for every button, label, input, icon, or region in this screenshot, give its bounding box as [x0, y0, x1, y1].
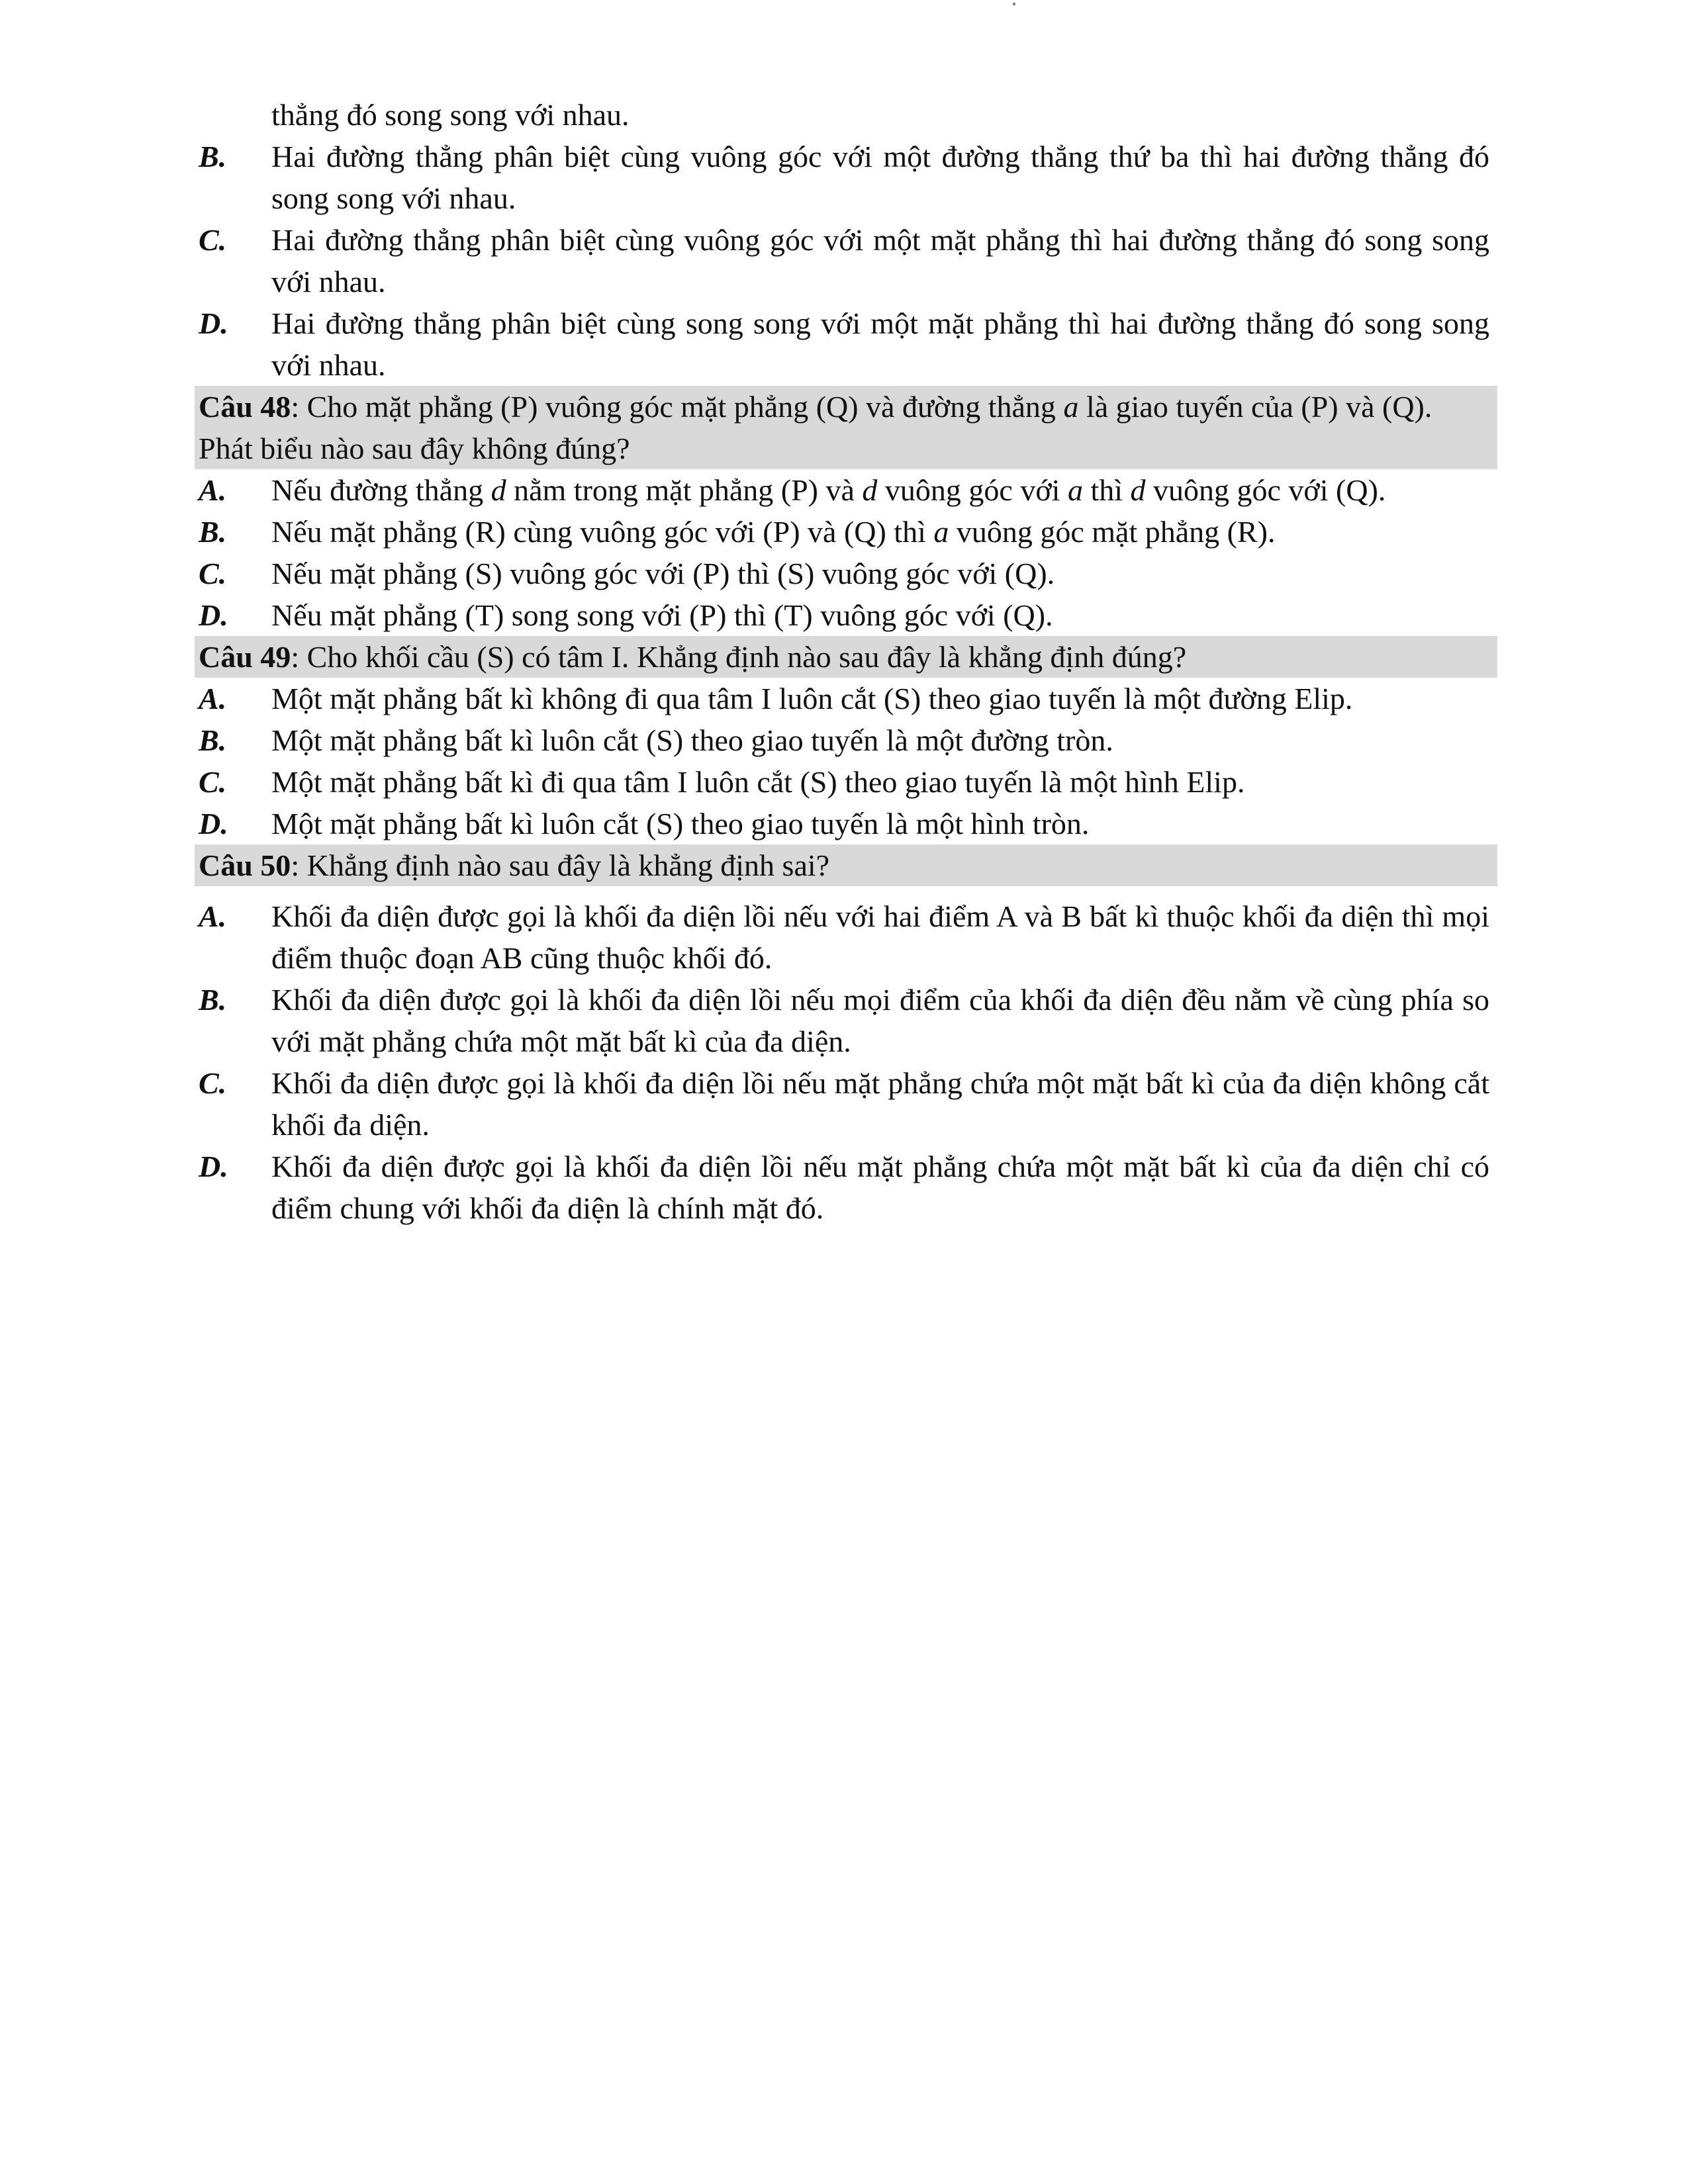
- q48-option-c: [199, 553, 1489, 594]
- question-label: Câu 50: [199, 848, 291, 882]
- q49-option-d: [199, 803, 1489, 844]
- option-letter: A.: [199, 473, 227, 507]
- option-text: Nếu mặt phẳng (T) song song với (P) thì (T) vuông góc với (Q).: [271, 598, 1053, 632]
- q50-option-d: [199, 1146, 1489, 1229]
- option-text: Một mặt phẳng bất kì luôn cắt (S) theo giao tuyến là một hình tròn.: [271, 807, 1090, 841]
- q49-option-c: [199, 761, 1489, 803]
- option-letter: B.: [199, 515, 227, 549]
- option-letter: C.: [199, 557, 227, 590]
- option-text: Hai đường thẳng phân biệt cùng vuông góc với một đường thẳng thứ ba thì hai đường thẳng đó song song với nhau.: [271, 140, 1489, 215]
- option-letter: C.: [199, 765, 227, 799]
- var-a: a: [1067, 473, 1083, 507]
- option-text: Khối đa diện được gọi là khối đa diện lồi nếu mọi điểm của khối đa diện đều nằm về cùng phía so với mặt phẳng chứa một mặt bất kì của đa diện.: [271, 983, 1489, 1058]
- text-part: vuông góc với (Q).: [1145, 473, 1386, 507]
- stem-text: : Cho mặt phẳng (P) vuông góc mặt phẳng (Q) và đường thẳng: [291, 390, 1064, 424]
- question-50-stem: [195, 844, 1497, 886]
- text-part: thì: [1082, 473, 1131, 507]
- option-letter: B.: [199, 983, 227, 1017]
- text-part: vuông góc với: [877, 473, 1068, 507]
- prev-option-b: [199, 136, 1489, 219]
- option-text: Khối đa diện được gọi là khối đa diện lồi nếu mặt phẳng chứa một mặt bất kì của đa diện không cắt khối đa diện.: [271, 1066, 1489, 1142]
- var-d: d: [491, 473, 506, 507]
- question-label: Câu 48: [199, 390, 291, 424]
- var-d: d: [862, 473, 878, 507]
- spacer: [199, 886, 1489, 895]
- q50-option-a: [199, 895, 1489, 979]
- q48-option-a: [199, 469, 1489, 511]
- option-letter: A.: [199, 899, 227, 933]
- option-letter: D.: [199, 598, 228, 632]
- prev-option-a-tail: thẳng đó song song với nhau.: [271, 98, 630, 132]
- var-a: a: [933, 515, 949, 549]
- stem-text: : Khẳng định nào sau đây là khẳng định sai?: [291, 848, 830, 882]
- option-text: Khối đa diện được gọi là khối đa diện lồi nếu mặt phẳng chứa một mặt bất kì của đa diện chỉ có điểm chung với khối đa diện là chính mặt đó.: [271, 1150, 1489, 1225]
- q49-option-a: [199, 678, 1489, 719]
- question-48-stem: [195, 386, 1497, 469]
- prev-option-c: [199, 219, 1489, 302]
- option-letter: B.: [199, 723, 227, 757]
- option-text: Hai đường thẳng phân biệt cùng song song với một mặt phẳng thì hai đường thẳng đó song song với nhau.: [271, 306, 1489, 382]
- option-text: Nếu mặt phẳng (S) vuông góc với (P) thì (S) vuông góc với (Q).: [271, 557, 1055, 590]
- text-part: Nếu mặt phẳng (R) cùng vuông góc với (P) và (Q) thì: [271, 515, 934, 549]
- option-letter: D.: [199, 306, 228, 340]
- top-mark: [1013, 3, 1015, 5]
- option-text: Khối đa diện được gọi là khối đa diện lồi nếu với hai điểm A và B bất kì thuộc khối đa diện thì mọi điểm thuộc đoạn AB cũng thuộc khối đó.: [271, 899, 1489, 975]
- q50-option-b: [199, 979, 1489, 1062]
- option-text: Một mặt phẳng bất kì không đi qua tâm I luôn cắt (S) theo giao tuyến là một đường Elip.: [271, 682, 1353, 715]
- question-49-stem: [195, 636, 1497, 678]
- option-letter: C.: [199, 1066, 227, 1100]
- option-letter: C.: [199, 223, 227, 257]
- var-d: d: [1130, 473, 1146, 507]
- option-letter: D.: [199, 807, 228, 841]
- stem-text: là giao tuyến của (P) và (Q). Phát biểu nào sau đây không đúng?: [199, 390, 1432, 465]
- option-letter: D.: [199, 1150, 228, 1183]
- option-text: Một mặt phẳng bất kì đi qua tâm I luôn cắt (S) theo giao tuyến là một hình Elip.: [271, 765, 1245, 799]
- q50-option-c: [199, 1062, 1489, 1146]
- text-part: nằm trong mặt phẳng (P) và: [506, 473, 863, 507]
- option-text: [271, 469, 1489, 511]
- stem-text: : Cho khối cầu (S) có tâm I. Khẳng định nào sau đây là khẳng định đúng?: [291, 640, 1187, 674]
- q49-option-b: [199, 719, 1489, 761]
- q48-option-b: [199, 511, 1489, 553]
- prev-option-d: [199, 302, 1489, 386]
- page-content: [199, 94, 1489, 1229]
- option-letter: B.: [199, 140, 227, 173]
- option-letter: A.: [199, 682, 227, 715]
- text-part: Nếu đường thẳng: [271, 473, 491, 507]
- text-part: vuông góc mặt phẳng (R).: [949, 515, 1276, 549]
- var-a: a: [1063, 390, 1079, 424]
- q48-option-d: [199, 594, 1489, 636]
- option-text: Hai đường thẳng phân biệt cùng vuông góc với một mặt phẳng thì hai đường thẳng đó song song với nhau.: [271, 223, 1489, 298]
- question-label: Câu 49: [199, 640, 291, 674]
- option-text: Một mặt phẳng bất kì luôn cắt (S) theo giao tuyến là một đường tròn.: [271, 723, 1113, 757]
- option-text: [271, 511, 1489, 553]
